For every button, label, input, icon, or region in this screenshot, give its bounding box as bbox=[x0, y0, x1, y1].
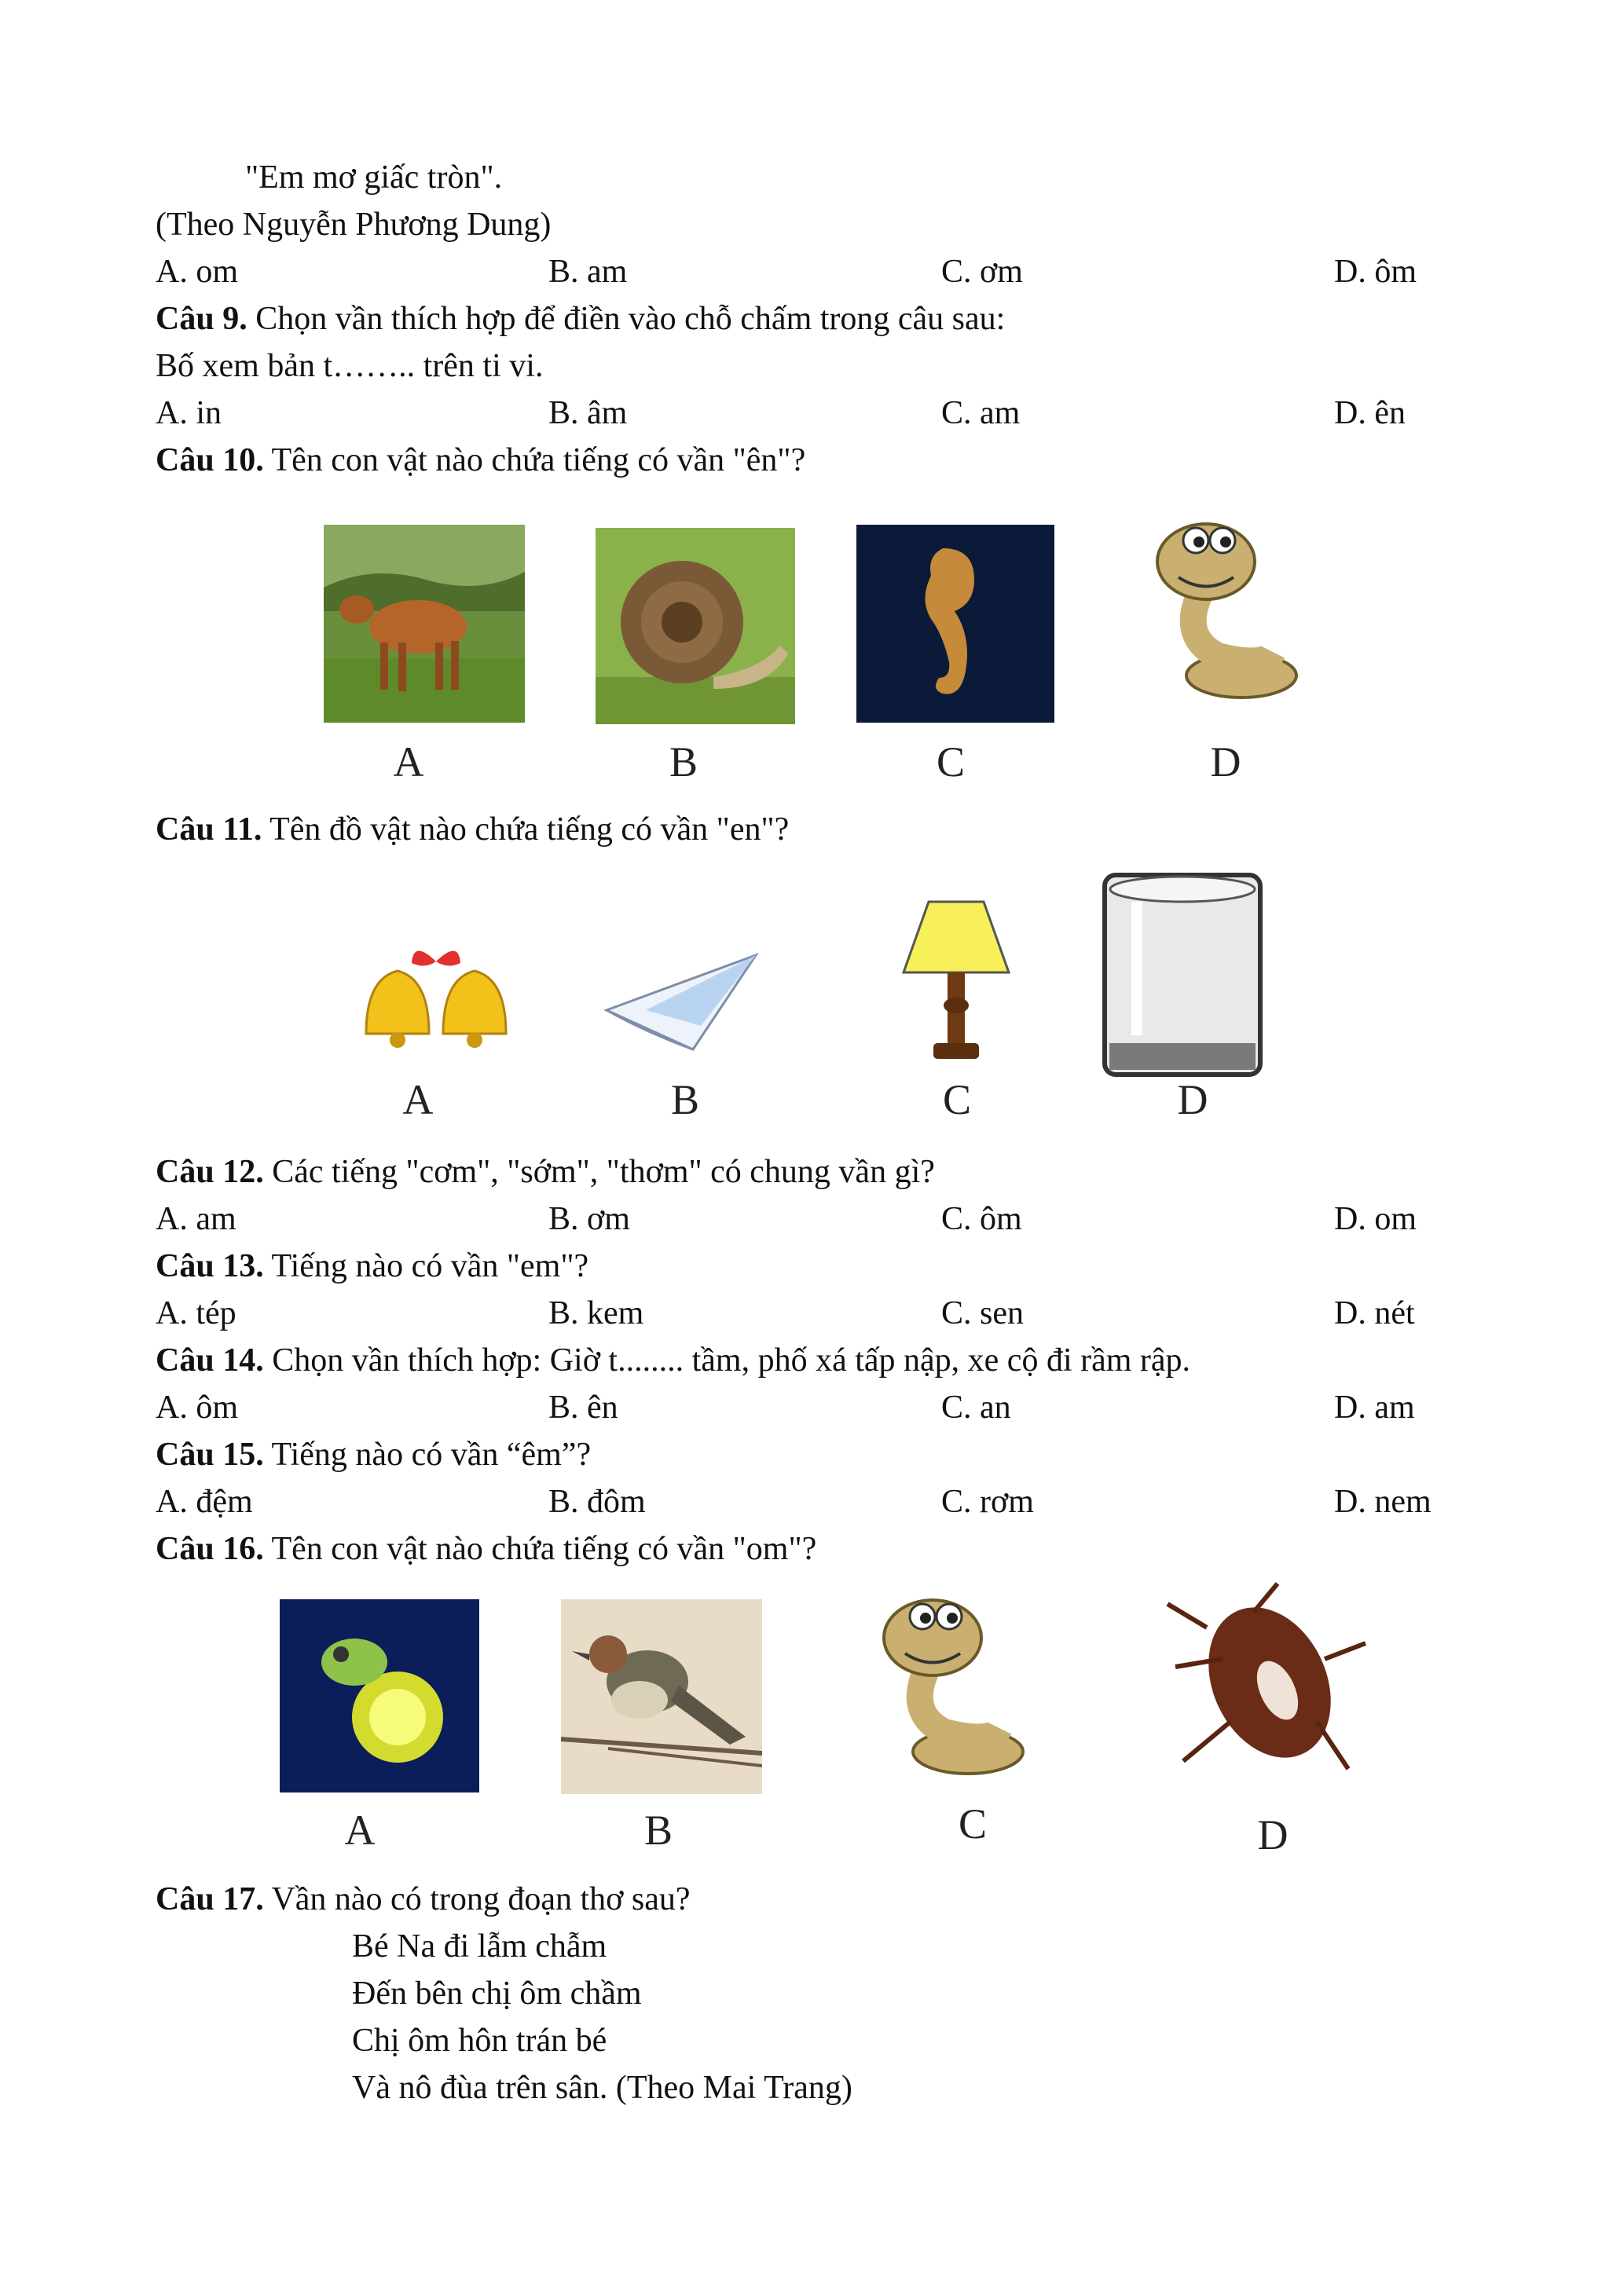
seahorse-photo bbox=[856, 525, 1054, 723]
q11-letter-a: A bbox=[402, 1076, 434, 1123]
q11-prompt bbox=[156, 806, 789, 853]
q14-option-c: C. an bbox=[941, 1390, 1011, 1426]
q16-prompt bbox=[156, 1525, 816, 1573]
q9-prompt bbox=[156, 295, 1005, 342]
q12-option-c: C. ôm bbox=[941, 1201, 1022, 1237]
poem-line: Chị ôm hôn trán bé bbox=[352, 2023, 607, 2059]
q8-option-a: A. om bbox=[156, 254, 238, 290]
snake-cartoon bbox=[1131, 503, 1326, 707]
q12-text: Các tiếng "cơm", "sớm", "thơm" có chung vần gì? bbox=[263, 1154, 935, 1190]
q13-prompt bbox=[156, 1243, 588, 1290]
q12-option-b: B. ơm bbox=[548, 1201, 630, 1237]
q9-option-a: A. in bbox=[156, 395, 222, 431]
q11-letter-c: C bbox=[942, 1076, 972, 1123]
q17-label: Câu 17. bbox=[156, 1881, 264, 1917]
q11-letter-d: D bbox=[1177, 1076, 1208, 1123]
q9-option-b: B. âm bbox=[548, 395, 628, 431]
lamp-icon bbox=[899, 895, 1014, 1068]
cockroach-photo bbox=[1160, 1580, 1369, 1788]
q13-option-c: C. sen bbox=[941, 1295, 1024, 1331]
bird-photo bbox=[561, 1599, 762, 1794]
q13-label: Câu 13. bbox=[156, 1248, 264, 1284]
q9-option-d: D. ên bbox=[1334, 395, 1406, 431]
glass-icon bbox=[1100, 870, 1265, 1079]
napkin-icon bbox=[599, 939, 786, 1057]
q15-options bbox=[156, 1478, 1507, 1525]
q15-option-b: B. đôm bbox=[548, 1484, 646, 1520]
q15-prompt bbox=[156, 1431, 591, 1478]
q13-options bbox=[156, 1290, 1507, 1337]
q8-option-d: D. ôm bbox=[1334, 254, 1417, 290]
q10-text: Tên con vật nào chứa tiếng có vần "ên"? bbox=[263, 442, 806, 478]
poem-line: Đến bên chị ôm chầm bbox=[352, 1976, 642, 2012]
q14-label: Câu 14. bbox=[156, 1342, 264, 1379]
q14-option-a: A. ôm bbox=[156, 1390, 238, 1426]
q11-text: Tên đồ vật nào chứa tiếng có vần "en"? bbox=[262, 811, 790, 848]
q15-option-a: A. đệm bbox=[156, 1484, 253, 1520]
q10-letter-a: A bbox=[393, 738, 424, 785]
q10-letter-b: B bbox=[669, 738, 698, 785]
poem-quote-line: "Em mơ giấc tròn". bbox=[245, 159, 503, 196]
q9-text: Chọn vần thích hợp để điền vào chỗ chấm trong câu sau: bbox=[247, 301, 1006, 337]
poem-source: (Theo Nguyễn Phương Dung) bbox=[156, 207, 552, 243]
q16-letter-c: C bbox=[958, 1800, 988, 1847]
q12-prompt bbox=[156, 1148, 935, 1196]
q8-option-c: C. ơm bbox=[941, 254, 1023, 290]
q12-label: Câu 12. bbox=[156, 1154, 264, 1190]
firefly-icon bbox=[280, 1599, 479, 1792]
q17-text: Vần nào có trong đoạn thơ sau? bbox=[263, 1881, 691, 1917]
q12-options bbox=[156, 1196, 1507, 1243]
q10-prompt bbox=[156, 437, 805, 484]
q15-text: Tiếng nào có vần “êm”? bbox=[263, 1437, 592, 1473]
snake-cartoon bbox=[858, 1579, 1053, 1783]
q8-options bbox=[156, 248, 1507, 295]
q9-options bbox=[156, 390, 1507, 437]
poem-line: Và nô đùa trên sân. (Theo Mai Trang) bbox=[352, 2070, 852, 2106]
q13-option-a: A. tép bbox=[156, 1295, 236, 1331]
q10-letter-d: D bbox=[1210, 738, 1241, 785]
q13-text: Tiếng nào có vần "em"? bbox=[263, 1248, 589, 1284]
q16-letter-b: B bbox=[643, 1807, 673, 1854]
q12-option-a: A. am bbox=[156, 1201, 236, 1237]
q13-option-d: D. nét bbox=[1334, 1295, 1415, 1331]
bells-icon bbox=[350, 939, 522, 1057]
q16-text: Tên con vật nào chứa tiếng có vần "om"? bbox=[263, 1531, 817, 1567]
q16-letter-a: A bbox=[344, 1807, 376, 1854]
q9-sentence: Bố xem bản t…….. trên ti vi. bbox=[156, 348, 544, 384]
q11-letter-b: B bbox=[670, 1076, 700, 1123]
q13-option-b: B. kem bbox=[548, 1295, 644, 1331]
q14-options bbox=[156, 1384, 1507, 1431]
cow-photo bbox=[324, 525, 525, 723]
q14-option-b: B. ên bbox=[548, 1390, 618, 1426]
q16-label: Câu 16. bbox=[156, 1531, 264, 1567]
q8-option-b: B. am bbox=[548, 254, 628, 290]
poem-line: Bé Na đi lẫm chẫm bbox=[352, 1928, 607, 1965]
q11-label: Câu 11. bbox=[156, 811, 262, 848]
q15-option-d: D. nem bbox=[1334, 1484, 1432, 1520]
q10-letter-c: C bbox=[936, 738, 966, 785]
q15-option-c: C. rơm bbox=[941, 1484, 1034, 1520]
q9-label: Câu 9. bbox=[156, 301, 247, 337]
snail-photo bbox=[596, 528, 795, 724]
q9-option-c: C. am bbox=[941, 395, 1021, 431]
q14-text: Chọn vần thích hợp: Giờ t........ tầm, phố xá tấp nập, xe cộ đi rầm rập. bbox=[263, 1342, 1191, 1379]
q17-prompt bbox=[156, 1876, 691, 1923]
q16-letter-d: D bbox=[1257, 1811, 1289, 1858]
q10-label: Câu 10. bbox=[156, 442, 264, 478]
q14-prompt bbox=[156, 1337, 1190, 1384]
q14-option-d: D. am bbox=[1334, 1390, 1415, 1426]
q15-label: Câu 15. bbox=[156, 1437, 264, 1473]
q12-option-d: D. om bbox=[1334, 1201, 1417, 1237]
